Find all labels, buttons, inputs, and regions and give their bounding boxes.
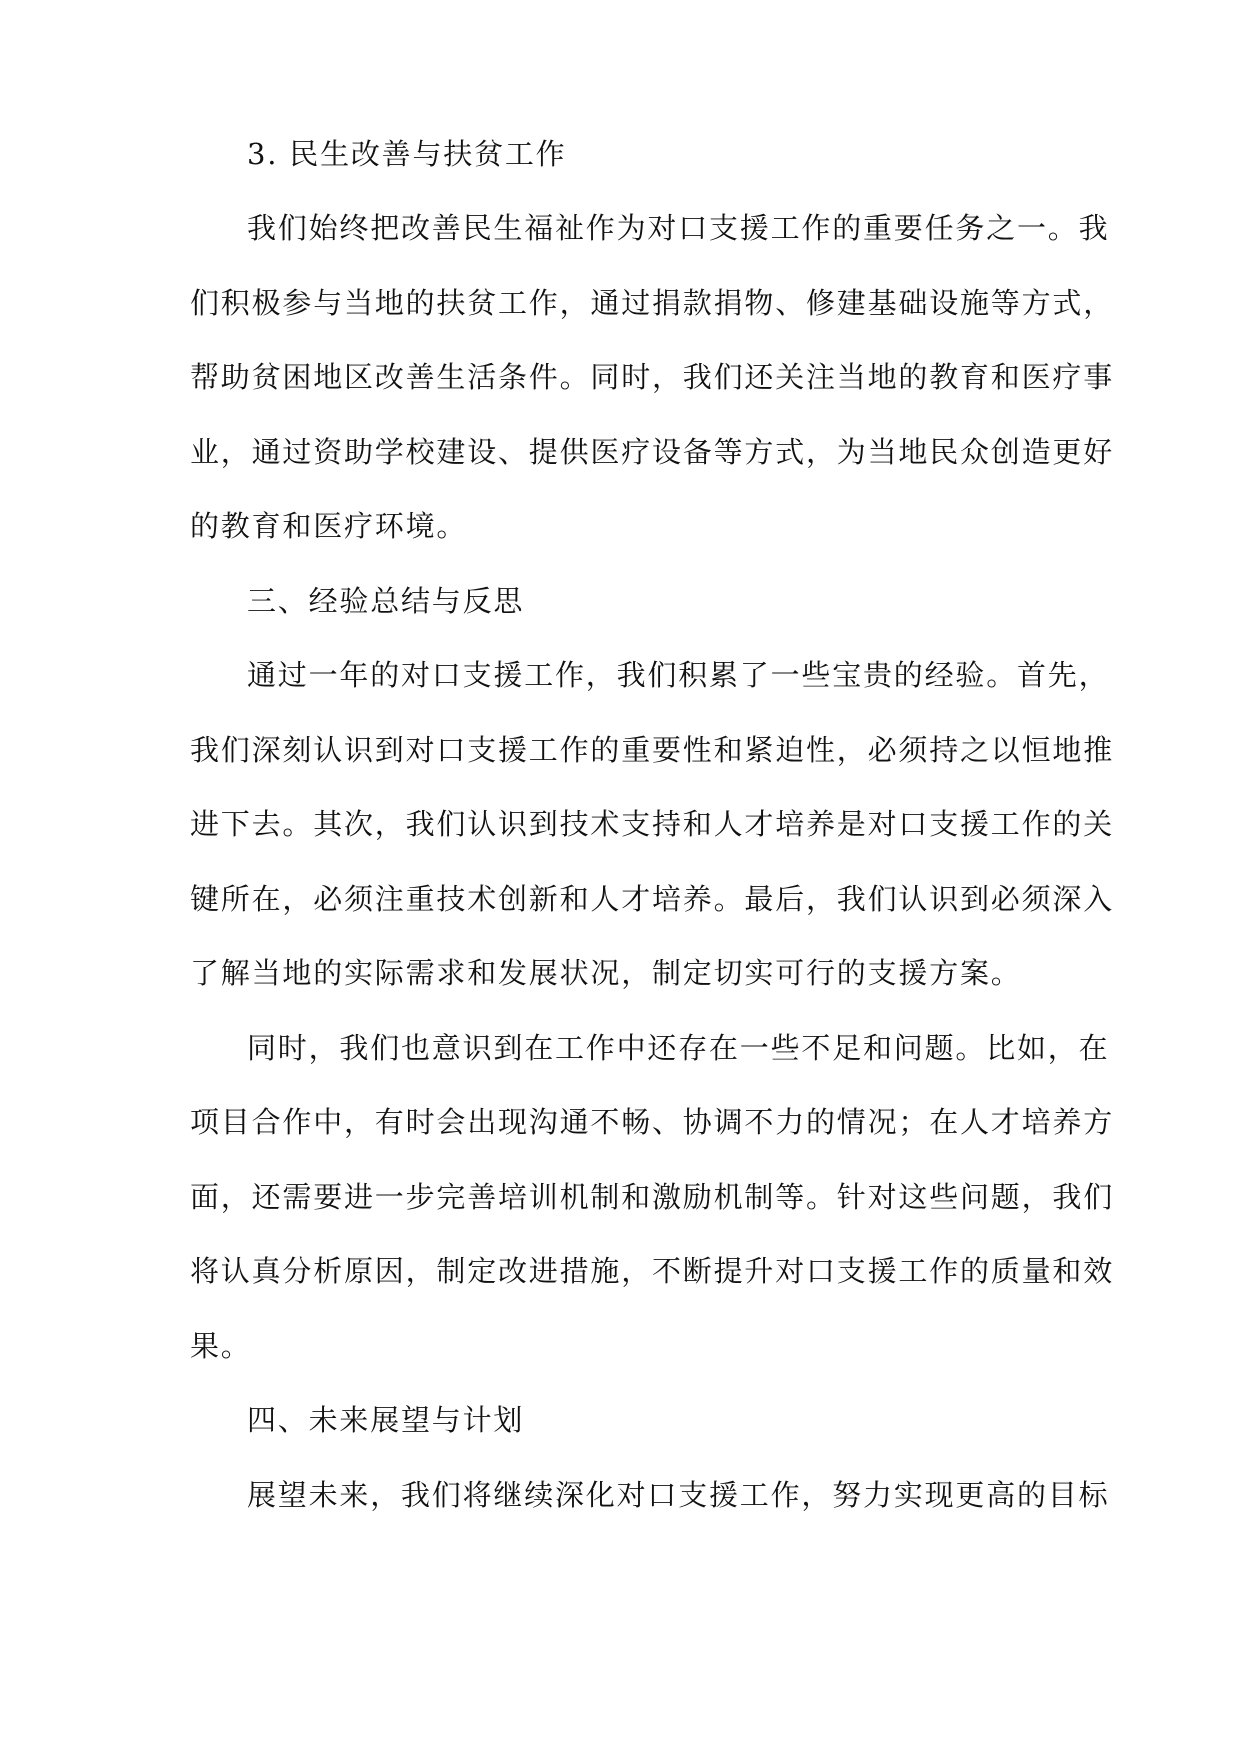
paragraph-line: 果。: [190, 1329, 252, 1363]
paragraph-line: 将认真分析原因，制定改进措施，不断提升对口支援工作的质量和效: [190, 1254, 1115, 1288]
paragraph-line: 键所在，必须注重技术创新和人才培养。最后，我们认识到必须深入: [190, 882, 1115, 916]
paragraph-line: 通过一年的对口支援工作，我们积累了一些宝贵的经验。首先，: [247, 658, 1110, 692]
paragraph-line: 业，通过资助学校建设、提供医疗设备等方式，为当地民众创造更好: [190, 435, 1115, 469]
paragraph-line: 我们深刻认识到对口支援工作的重要性和紧迫性，必须持之以恒地推: [190, 733, 1115, 767]
paragraph-line: 们积极参与当地的扶贫工作，通过捐款捐物、修建基础设施等方式，: [190, 286, 1115, 320]
paragraph-line: 展望未来，我们将继续深化对口支援工作，努力实现更高的目标: [247, 1478, 1110, 1512]
paragraph-line: 的教育和医疗环境。: [190, 509, 468, 543]
paragraph-line: 进下去。其次，我们认识到技术支持和人才培养是对口支援工作的关: [190, 807, 1115, 841]
section-heading-3: 3. 民生改善与扶贫工作: [247, 137, 567, 171]
section-heading-three: 三、经验总结与反思: [247, 584, 525, 618]
paragraph-line: 我们始终把改善民生福祉作为对口支援工作的重要任务之一。我: [247, 211, 1110, 245]
paragraph-line: 面，还需要进一步完善培训机制和激励机制等。针对这些问题，我们: [190, 1180, 1115, 1214]
paragraph-line: 项目合作中，有时会出现沟通不畅、协调不力的情况；在人才培养方: [190, 1105, 1115, 1139]
paragraph-line: 了解当地的实际需求和发展状况，制定切实可行的支援方案。: [190, 956, 1022, 990]
paragraph-line: 同时，我们也意识到在工作中还存在一些不足和问题。比如，在: [247, 1031, 1110, 1065]
paragraph-line: 帮助贫困地区改善生活条件。同时，我们还关注当地的教育和医疗事: [190, 360, 1115, 394]
section-heading-four: 四、未来展望与计划: [247, 1403, 525, 1437]
